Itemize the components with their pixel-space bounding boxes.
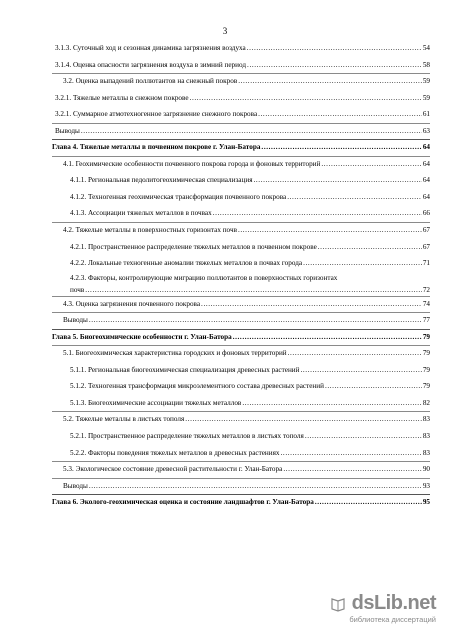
toc-entry [52, 362, 430, 379]
toc-page-number: 82 [422, 398, 430, 407]
dot-leader [287, 189, 422, 206]
dot-leader [233, 329, 422, 346]
toc-entry [52, 222, 430, 239]
toc-page-number: 83 [422, 448, 430, 457]
toc-page-number: 83 [422, 415, 430, 424]
dot-leader [247, 57, 422, 74]
toc-entry-title: 3.1.3. Суточный ход и сезонная динамика загрязнения воздуха [55, 44, 246, 52]
dot-leader [288, 345, 422, 362]
toc-entry [52, 312, 430, 329]
toc-entry-title: 5.1.3. Биогеохимические ассоциации тяжелых металлов [70, 398, 242, 407]
toc-page-number: 90 [422, 465, 430, 474]
dot-leader [213, 205, 422, 222]
toc-entry-title: 5.1.1. Региональная биогеохимическая специализация древесных растений [70, 365, 300, 374]
toc-entry [52, 172, 430, 189]
table-of-contents [52, 40, 430, 511]
toc-entry-title-cont: почв [70, 285, 85, 294]
toc-page-number: 59 [422, 93, 430, 102]
toc-page-number: 61 [422, 110, 430, 119]
dot-leader [81, 123, 422, 140]
toc-entry-title: 3.2.1. Тяжелые металлы в снежном покрове [55, 93, 189, 102]
toc-entry [52, 73, 430, 90]
toc-page-number: 64 [422, 176, 430, 185]
dot-leader [242, 395, 421, 412]
toc-page-number: 64 [422, 192, 430, 201]
toc-entry-title: 4.3. Оценка загрязнения почвенного покрова [63, 299, 201, 308]
toc-page-number: 71 [422, 259, 430, 268]
dot-leader [303, 255, 422, 272]
toc-entry-title: 4.2. Тяжелые металлы в поверхностных горизонтах почв [63, 226, 237, 235]
dot-leader [247, 40, 422, 57]
toc-entry-title: 5.2.1. Пространственное распределение тяжелых металлов в листьях тополя [70, 432, 304, 441]
toc-entry [52, 272, 430, 296]
toc-page-number: 79 [422, 349, 430, 358]
toc-chapter [52, 139, 430, 156]
toc-entry [52, 239, 430, 256]
toc-entry [52, 123, 430, 140]
toc-entry [52, 40, 430, 57]
toc-entry-title: 4.2.2. Локальные техногенные аномалии тяжелых металлов в почвах города [70, 259, 303, 268]
toc-page-number: 79 [422, 332, 430, 341]
toc-entry [52, 445, 430, 462]
toc-entry-title: 4.1.2. Техногенная геохимическая трансформация почвенного покрова [70, 192, 287, 201]
toc-entry [52, 395, 430, 412]
dot-leader [185, 411, 422, 428]
toc-entry [52, 478, 430, 495]
dot-leader [238, 73, 422, 90]
page-number: 3 [222, 26, 228, 36]
toc-entry-title: 3.1.4. Оценка опасности загрязнения воздуха в зимний период [55, 60, 247, 69]
toc-page-number: 59 [422, 77, 430, 86]
toc-entry-title: Глава 6. Эколого-геохимическая оценка и состояние ландшафтов г. Улан-Батора [52, 498, 314, 507]
dot-leader [85, 285, 422, 295]
watermark-tagline: библиотека диссертаций [349, 615, 436, 624]
toc-entry [52, 345, 430, 362]
toc-entry-title: 5.2. Тяжелые металлы в листьях тополя [63, 415, 185, 424]
toc-entry [52, 106, 430, 123]
toc-entry-title: 5.1. Биогеохимическая характеристика городских и фоновых территорий [63, 349, 287, 358]
toc-entry-title: 5.1.2. Техногенная трансформация микроэлементного состава древесных растений [70, 382, 324, 391]
toc-page-number: 93 [422, 481, 430, 490]
dot-leader [261, 139, 421, 156]
watermark-logo: dsLib.net [351, 592, 436, 614]
dot-leader [254, 172, 422, 189]
toc-page-number: 79 [422, 382, 430, 391]
dot-leader [283, 461, 422, 478]
toc-entry-title: 4.2.1. Пространственное распределение тяжелых металлов в почвенном покрове [70, 242, 317, 251]
toc-page-number: 74 [422, 299, 430, 308]
toc-entry [52, 461, 430, 478]
dot-leader [315, 494, 422, 511]
toc-entry [52, 189, 430, 206]
toc-page-number: 66 [422, 209, 430, 218]
toc-entry-title: Выводы [63, 481, 88, 490]
toc-page-number: 64 [422, 143, 430, 152]
toc-entry-title: Глава 5. Биогеохимические особенности г. Улан-Батора [52, 332, 232, 341]
toc-entry [52, 156, 430, 173]
toc-entry [52, 90, 430, 107]
dot-leader [318, 239, 422, 256]
toc-entry [52, 296, 430, 313]
dot-leader [258, 106, 422, 123]
toc-page-number: 64 [422, 159, 430, 168]
toc-entry-title: Глава 4. Тяжелые металлы в почвенном покрове г. Улан-Батора [52, 143, 261, 152]
toc-chapter [52, 329, 430, 346]
toc-entry-title: 4.1. Геохимические особенности почвенного покрова города и фоновых территорий [63, 159, 321, 168]
dot-leader [321, 156, 421, 173]
toc-entry [52, 378, 430, 395]
toc-entry-title: 5.3. Экологическое состояние древесной растительности г. Улан-Батора [63, 465, 283, 474]
toc-entry [52, 205, 430, 222]
toc-page-number: 83 [422, 432, 430, 441]
toc-entry-title: 4.1.3. Ассоциации тяжелых металлов в почвах [70, 209, 212, 218]
toc-entry-title: Выводы [63, 316, 88, 325]
toc-entry-title: 4.2.3. Факторы, контролирующие миграцию поллютантов в поверхностных горизонтах [70, 273, 338, 282]
toc-page-number: 77 [422, 316, 430, 325]
toc-page-number: 95 [422, 498, 430, 507]
toc-entry-title: Выводы [55, 126, 80, 135]
dot-leader [305, 428, 422, 445]
dot-leader [89, 312, 422, 329]
toc-page-number: 67 [422, 242, 430, 251]
toc-page-number: 72 [422, 285, 430, 294]
toc-entry [52, 57, 430, 74]
dot-leader [325, 378, 422, 395]
watermark [332, 592, 436, 628]
toc-entry [52, 428, 430, 445]
dot-leader [301, 362, 422, 379]
toc-entry [52, 411, 430, 428]
dot-leader [238, 222, 422, 239]
dot-leader [190, 90, 422, 107]
toc-page-number: 67 [422, 226, 430, 235]
dot-leader [281, 445, 422, 462]
toc-entry-title: 5.2.2. Факторы поведения тяжелых металлов в древесных растениях [70, 448, 280, 457]
toc-page-number: 79 [422, 365, 430, 374]
toc-entry-title: 3.2.1. Суммарное атмотехногенное загрязнение снежного покрова [55, 110, 258, 119]
book-icon [330, 596, 346, 612]
dot-leader [89, 478, 422, 495]
toc-page-number: 63 [422, 126, 430, 135]
toc-page-number: 54 [422, 44, 430, 52]
toc-chapter [52, 494, 430, 511]
dot-leader [201, 296, 422, 313]
toc-entry [52, 255, 430, 272]
toc-entry-title: 3.2. Оценка выпадений поллютантов на снежный покров [63, 77, 238, 86]
toc-page-number: 58 [422, 60, 430, 69]
toc-entry-title: 4.1.1. Региональная педолитогеохимическая специализация [70, 176, 253, 185]
